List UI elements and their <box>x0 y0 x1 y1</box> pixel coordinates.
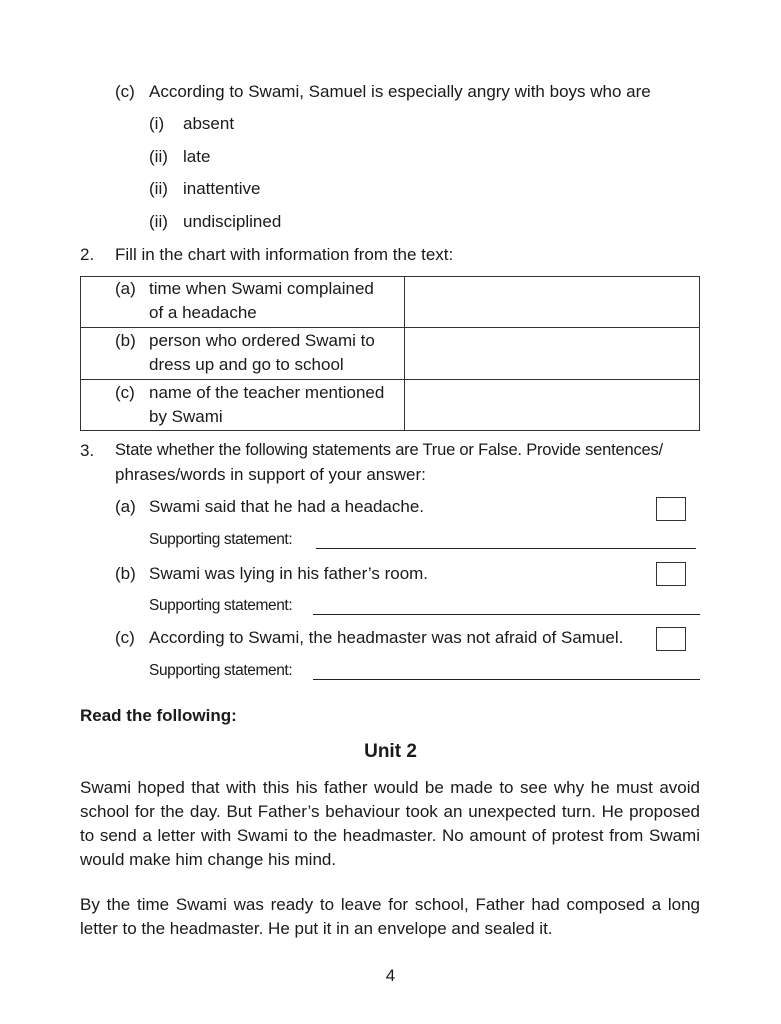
option-text: late <box>183 147 211 166</box>
info-chart <box>80 276 700 431</box>
true-false-box[interactable] <box>656 627 686 651</box>
row-label: (b) <box>115 331 136 350</box>
row-text-line2: by Swami <box>149 407 223 426</box>
q1c-question: According to Swami, Samuel is especially angry with boys who are <box>149 82 651 101</box>
row-label: (c) <box>115 383 135 402</box>
row-text-line1: name of the teacher mentioned <box>149 383 385 402</box>
option-label: (ii) <box>149 212 168 231</box>
q1c-label: (c) <box>115 82 135 101</box>
q3-item-statement: According to Swami, the headmaster was not afraid of Samuel. <box>149 628 624 647</box>
true-false-box[interactable] <box>656 497 686 521</box>
q3-item-statement: Swami was lying in his father’s room. <box>149 564 429 583</box>
read-heading: Read the following: <box>80 706 237 725</box>
q3-instruction-line1: State whether the following statements are True or False. Provide sentences/ <box>115 441 663 459</box>
row-text-line1: time when Swami complained <box>149 279 374 298</box>
option-text: undisciplined <box>183 212 282 231</box>
chart-divider <box>404 277 405 430</box>
option-label: (ii) <box>149 179 168 198</box>
passage-paragraph: Swami hoped that with this his father would be made to see why he must avoid school for the day. But Father’s behaviour took an unexpected turn. He proposed to send a letter with Swami to the headmaster. No amount of protest from Swami would make him change his mind. <box>80 778 700 869</box>
unit-title: Unit 2 <box>364 741 417 762</box>
supporting-statement-line[interactable] <box>313 614 700 615</box>
supporting-statement-line[interactable] <box>316 548 696 549</box>
q2-instruction: Fill in the chart with information from the text: <box>115 245 454 264</box>
q3-item-statement: Swami said that he had a headache. <box>149 497 425 516</box>
supporting-statement-label: Supporting statement: <box>149 597 293 614</box>
q2-number: 2. <box>80 245 95 264</box>
supporting-statement-line[interactable] <box>313 679 700 680</box>
q3-item-label: (c) <box>115 628 135 647</box>
page-number: 4 <box>385 966 396 985</box>
passage-paragraph: By the time Swami was ready to leave for school, Father had composed a long letter to the headmaster. He put it in an envelope and sealed it. <box>80 895 700 938</box>
q3-number: 3. <box>80 441 95 460</box>
row-text-line2: dress up and go to school <box>149 355 344 374</box>
supporting-statement-label: Supporting statement: <box>149 531 293 548</box>
true-false-box[interactable] <box>656 562 686 586</box>
supporting-statement-label: Supporting statement: <box>149 662 293 679</box>
q3-item-label: (a) <box>115 497 136 516</box>
row-label: (a) <box>115 279 136 298</box>
q3-item-label: (b) <box>115 564 136 583</box>
row-text-line1: person who ordered Swami to <box>149 331 375 350</box>
option-text: inattentive <box>183 179 261 198</box>
chart-row-divider <box>81 327 699 328</box>
chart-row-divider <box>81 379 699 380</box>
option-label: (ii) <box>149 147 168 166</box>
option-text: absent <box>183 114 235 133</box>
option-label: (i) <box>149 114 165 133</box>
q3-instruction-line2: phrases/words in support of your answer: <box>115 465 426 484</box>
row-text-line2: of a headache <box>149 303 257 322</box>
